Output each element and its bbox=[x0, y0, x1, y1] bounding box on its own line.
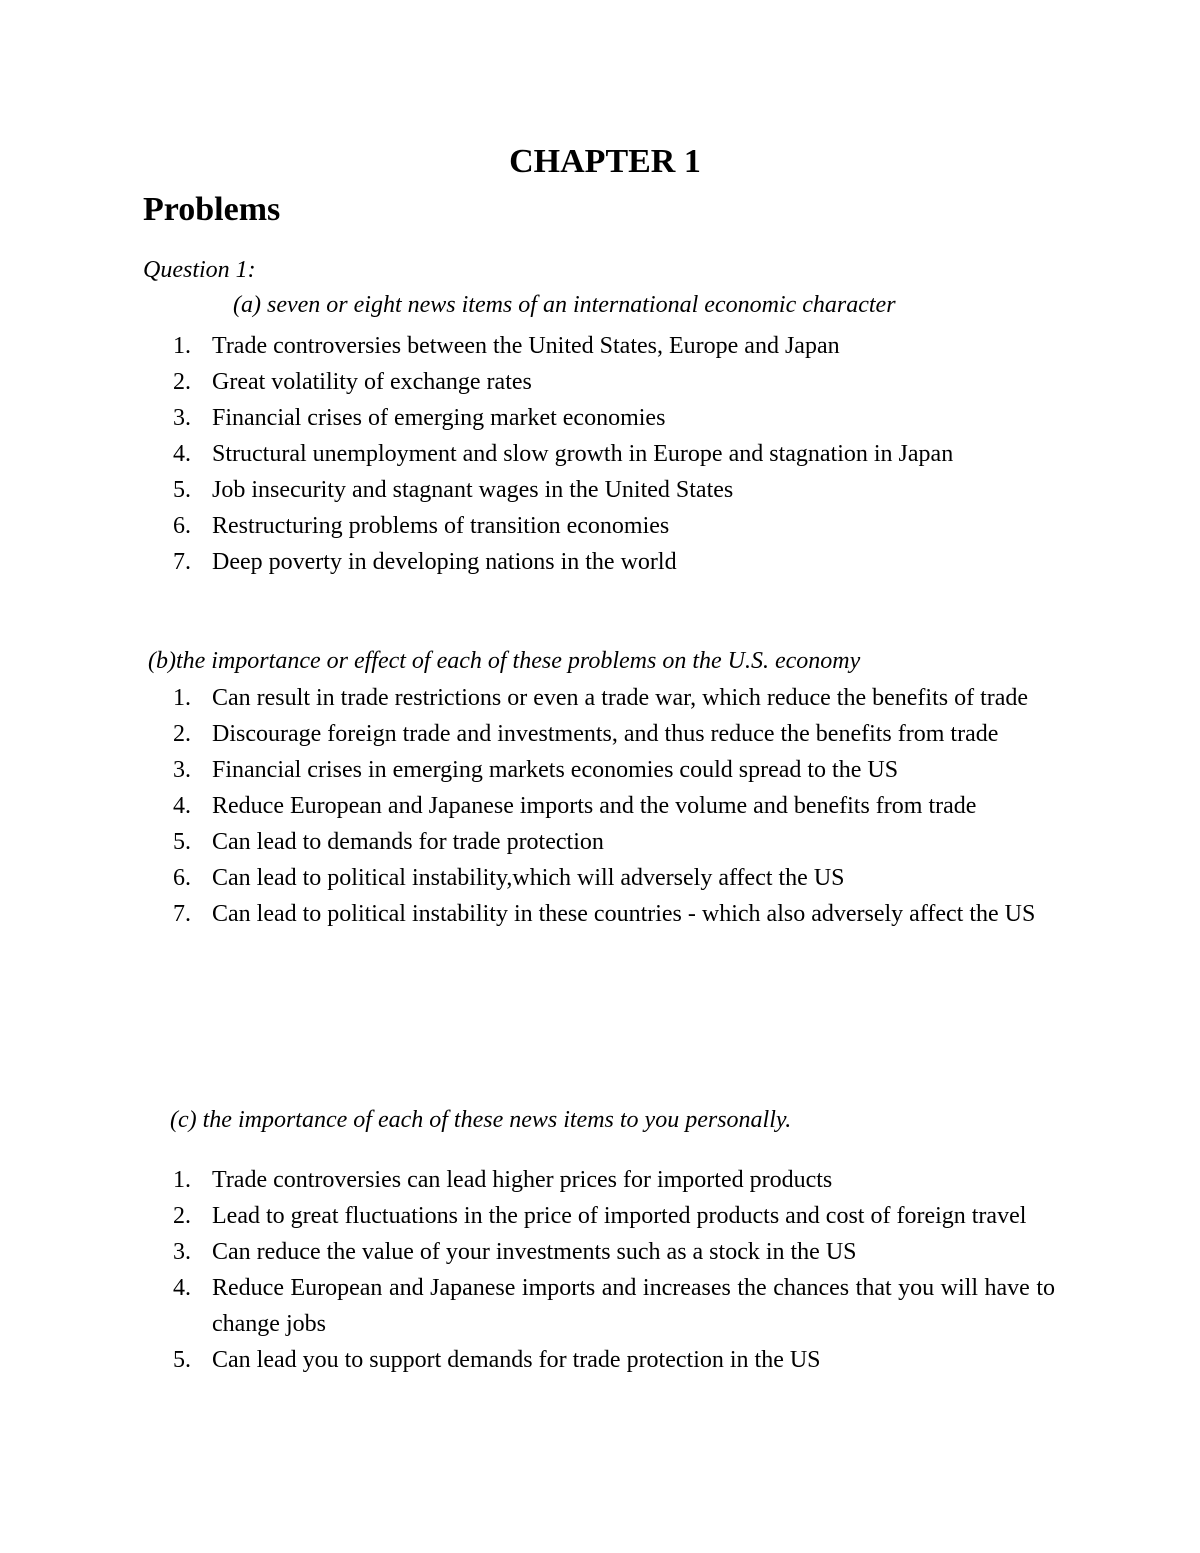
list-item: 2. Discourage foreign trade and investments, and thus reduce the benefits from trade bbox=[173, 721, 999, 747]
list-item: 5. Can lead you to support demands for trade protection in the US bbox=[173, 1347, 821, 1373]
list-item: 1. Trade controversies between the United States, Europe and Japan bbox=[173, 333, 840, 359]
question-label: Question 1: bbox=[143, 257, 256, 283]
list-item: 7. Deep poverty in developing nations in the world bbox=[173, 549, 677, 575]
list-item: 4. Reduce European and Japanese imports and the volume and benefits from trade bbox=[173, 793, 977, 819]
list-item: 6. Restructuring problems of transition economies bbox=[173, 513, 670, 539]
part-a-heading: (a) seven or eight news items of an international economic character bbox=[233, 292, 896, 318]
part-b-list bbox=[160, 680, 1055, 932]
part-b-heading: (b)the importance or effect of each of these problems on the U.S. economy bbox=[148, 648, 861, 674]
list-item: 3. Financial crises in emerging markets economies could spread to the US bbox=[173, 757, 899, 783]
list-item: 4. Structural unemployment and slow growth in Europe and stagnation in Japan bbox=[173, 441, 954, 467]
section-title: Problems bbox=[143, 191, 281, 228]
list-item: 1. Can result in trade restrictions or even a trade war, which reduce the benefits of trade bbox=[173, 685, 1029, 711]
list-item: 3. Can reduce the value of your investments such as a stock in the US bbox=[173, 1239, 857, 1265]
list-item: 2. Great volatility of exchange rates bbox=[173, 369, 532, 395]
list-item: 4. Reduce European and Japanese imports and increases the chances that you will have to change jobs bbox=[173, 1275, 1055, 1337]
list-item: 7. Can lead to political instability in these countries - which also adversely affect the US bbox=[173, 901, 1036, 927]
chapter-title: CHAPTER 1 bbox=[509, 143, 701, 180]
part-a-list bbox=[160, 328, 1055, 580]
list-item: 1. Trade controversies can lead higher prices for imported products bbox=[173, 1167, 833, 1193]
list-item: 2. Lead to great fluctuations in the price of imported products and cost of foreign travel bbox=[173, 1203, 1027, 1229]
list-item: 5. Job insecurity and stagnant wages in the United States bbox=[173, 477, 734, 503]
list-item: 3. Financial crises of emerging market economies bbox=[173, 405, 666, 431]
list-item: 5. Can lead to demands for trade protection bbox=[173, 829, 604, 855]
part-c-list bbox=[160, 1162, 1055, 1378]
list-item: 6. Can lead to political instability,which will adversely affect the US bbox=[173, 865, 845, 891]
part-c-heading: (c) the importance of each of these news items to you personally. bbox=[170, 1107, 792, 1133]
